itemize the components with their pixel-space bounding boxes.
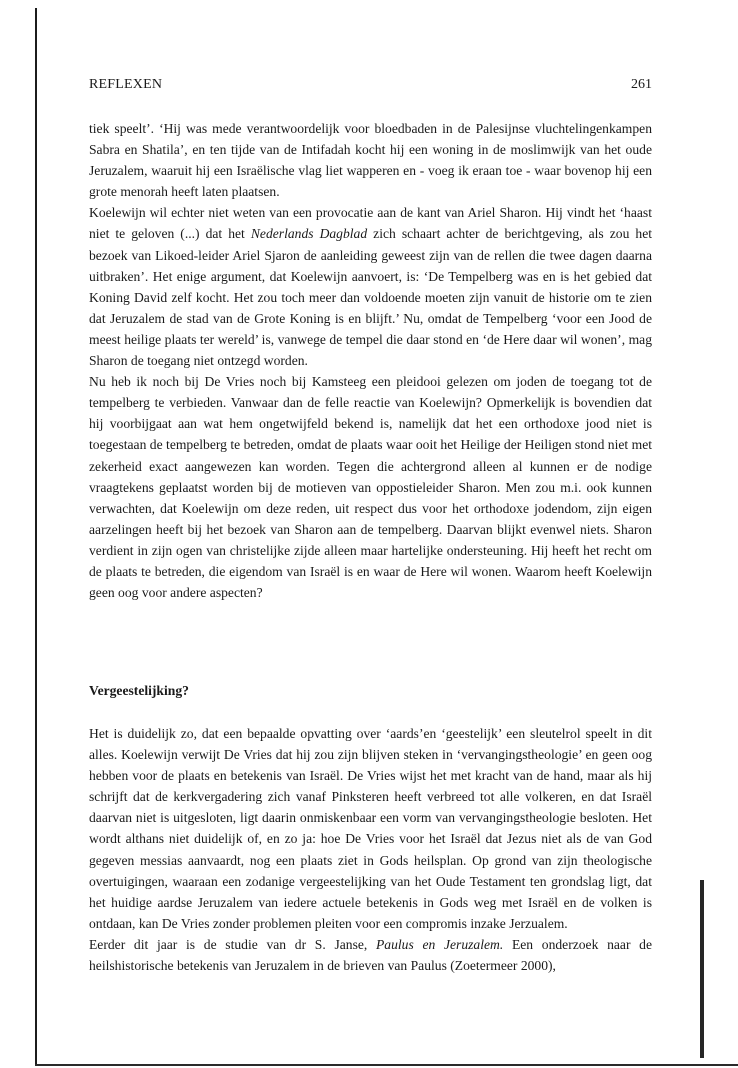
paragraph-3: Nu heb ik noch bij De Vries noch bij Kamsteeg een pleidooi gelezen om joden de toegang tot de tempelberg te verbieden. Vanwaar dan de felle reactie van Koelewijn? Opmerkelijk is bovendien dat hij voorbijgaat aan wat hem ongetwijfeld bekend is, namelijk dat het een orthodoxe jood niet is toegestaan de tempelberg te betreden, omdat de plaats waar ooit het Heilige der Heiligen stond niet met zekerheid exact aangewezen kan worden. Tegen die achtergrond alleen al kunnen er de nodige vraagtekens geplaatst worden bij de motieven van oppostieleider Sharon. Men zou m.i. ook kunnen verwachten, dat Koelewijn om deze reden, uit respect dus voor het orthodoxe jodendom, zijn eigen aarzelingen heeft bij het bezoek van Sharon aan de tempelberg. Daarvan blijkt evenwel niets. Sharon verdient in zijn ogen van christelijke zijde alleen maar hartelijke ondersteuning. Hij heeft het recht om de plaats te betreden, die eigendom van Israël is en waar de Here wil wonen. Waarom heeft Koelewijn geen oog voor andere aspecten?	[89, 374, 652, 601]
paragraph-4: Het is duidelijk zo, dat een bepaalde opvatting over ‘aards’en ‘geestelijk’ een sleutelrol speelt in dit alles. Koelewijn verwijt De Vries dat hij zou zijn blijven steken in ‘vervangingstheologie’ en geen oog hebben voor de plaats en betekenis van Israël. De Vries wijst het met kracht van de hand, maar als hij schrijft dat de kerkvergadering zich vanaf Pinksteren heeft verbreed tot alle volkeren, en dat Israël daarvan niet is uitgesloten, ligt daarin onmiskenbaar een vorm van vervangingstheologie besloten. Het wordt althans niet duidelijk of, en zo ja: hoe De Vries voor het Israël dat Jezus niet als de van God gegeven messias aanvaardt, nog een plaats ziet in Gods heilsplan. Op grond van zijn theologische overtuigingen, waaraan een zodanige vergeestelijking van het Oude Testament ten grondslag ligt, dat het huidige aardse Jeruzalem van iedere actuele betekenis in Gods weg met Israël en de volken is ontdaan, kan De Vries zonder problemen pleiten voor een compromis inzake Jerzualem.	[89, 726, 652, 931]
book-title: Paulus en Jeruzalem.	[376, 936, 504, 952]
newspaper-title: Nederlands Dagblad	[250, 226, 368, 242]
paragraph-5-text-b: Een onderzoek naar de heilshistorische betekenis van Jeruzalem in de brieven van Paulus (Zoetermeer 2000),	[89, 936, 652, 974]
running-head: REFLEXEN	[89, 77, 163, 92]
body-section-2	[89, 723, 652, 976]
page-header	[89, 75, 652, 95]
page-number: 261	[631, 77, 652, 92]
paragraph-5-text-a: Eerder dit jaar is de studie van dr S. Janse,	[89, 936, 376, 952]
scan-border-right	[700, 880, 704, 1058]
paragraph-2-text-a: Koelewijn wil echter niet weten van een provocatie aan de kant van Ariel Sharon. Hij vindt het ‘haast niet te geloven (...) dat het	[89, 205, 652, 242]
section-heading: Vergeestelijking?	[89, 683, 189, 698]
paragraph-2-text-b: zich schaart achter de berichtgeving, als zou het bezoek van Likoed-leider Ariel Sjaron de aanleiding geweest zijn van de rellen die twee dagen daarna uitbraken’. Het enige argument, dat Koelewijn aanvoert, is: ‘De Tempelberg was en is het gebied dat Koning David zelf kocht. Het zou toch meer dan voldoende moeten zijn vanuit de historie om te zien dat Jeruzalem de stad van de Grote Koning is en blijft.’ Nu, omdat de Tempelberg ‘voor een Jood de meest heilige plaats ter wereld’ is, vanwege de tempel die daar stond en ‘de Here daar wil wonen’, mag Sharon de toegang niet ontzegd worden.	[89, 226, 653, 369]
paragraph-5	[89, 934, 652, 976]
scan-border-left	[35, 8, 37, 1066]
scan-border-bottom	[35, 1064, 738, 1066]
paragraph-2	[89, 202, 652, 371]
paragraph-1: tiek speelt’. ‘Hij was mede verantwoordelijk voor bloedbaden in de Palesijnse vluchtelingenkampen Sabra en Shatila’, en ten tijde van de Intifadah kocht hij een woning in de moslimwijk van het oude Jeruzalem, waaruit hij een Israëlische vlag liet wapperen en - voeg ik eraan toe - waar bovenop hij een grote menorah heeft laten plaatsen.	[89, 121, 652, 200]
body-section-1	[89, 118, 652, 603]
